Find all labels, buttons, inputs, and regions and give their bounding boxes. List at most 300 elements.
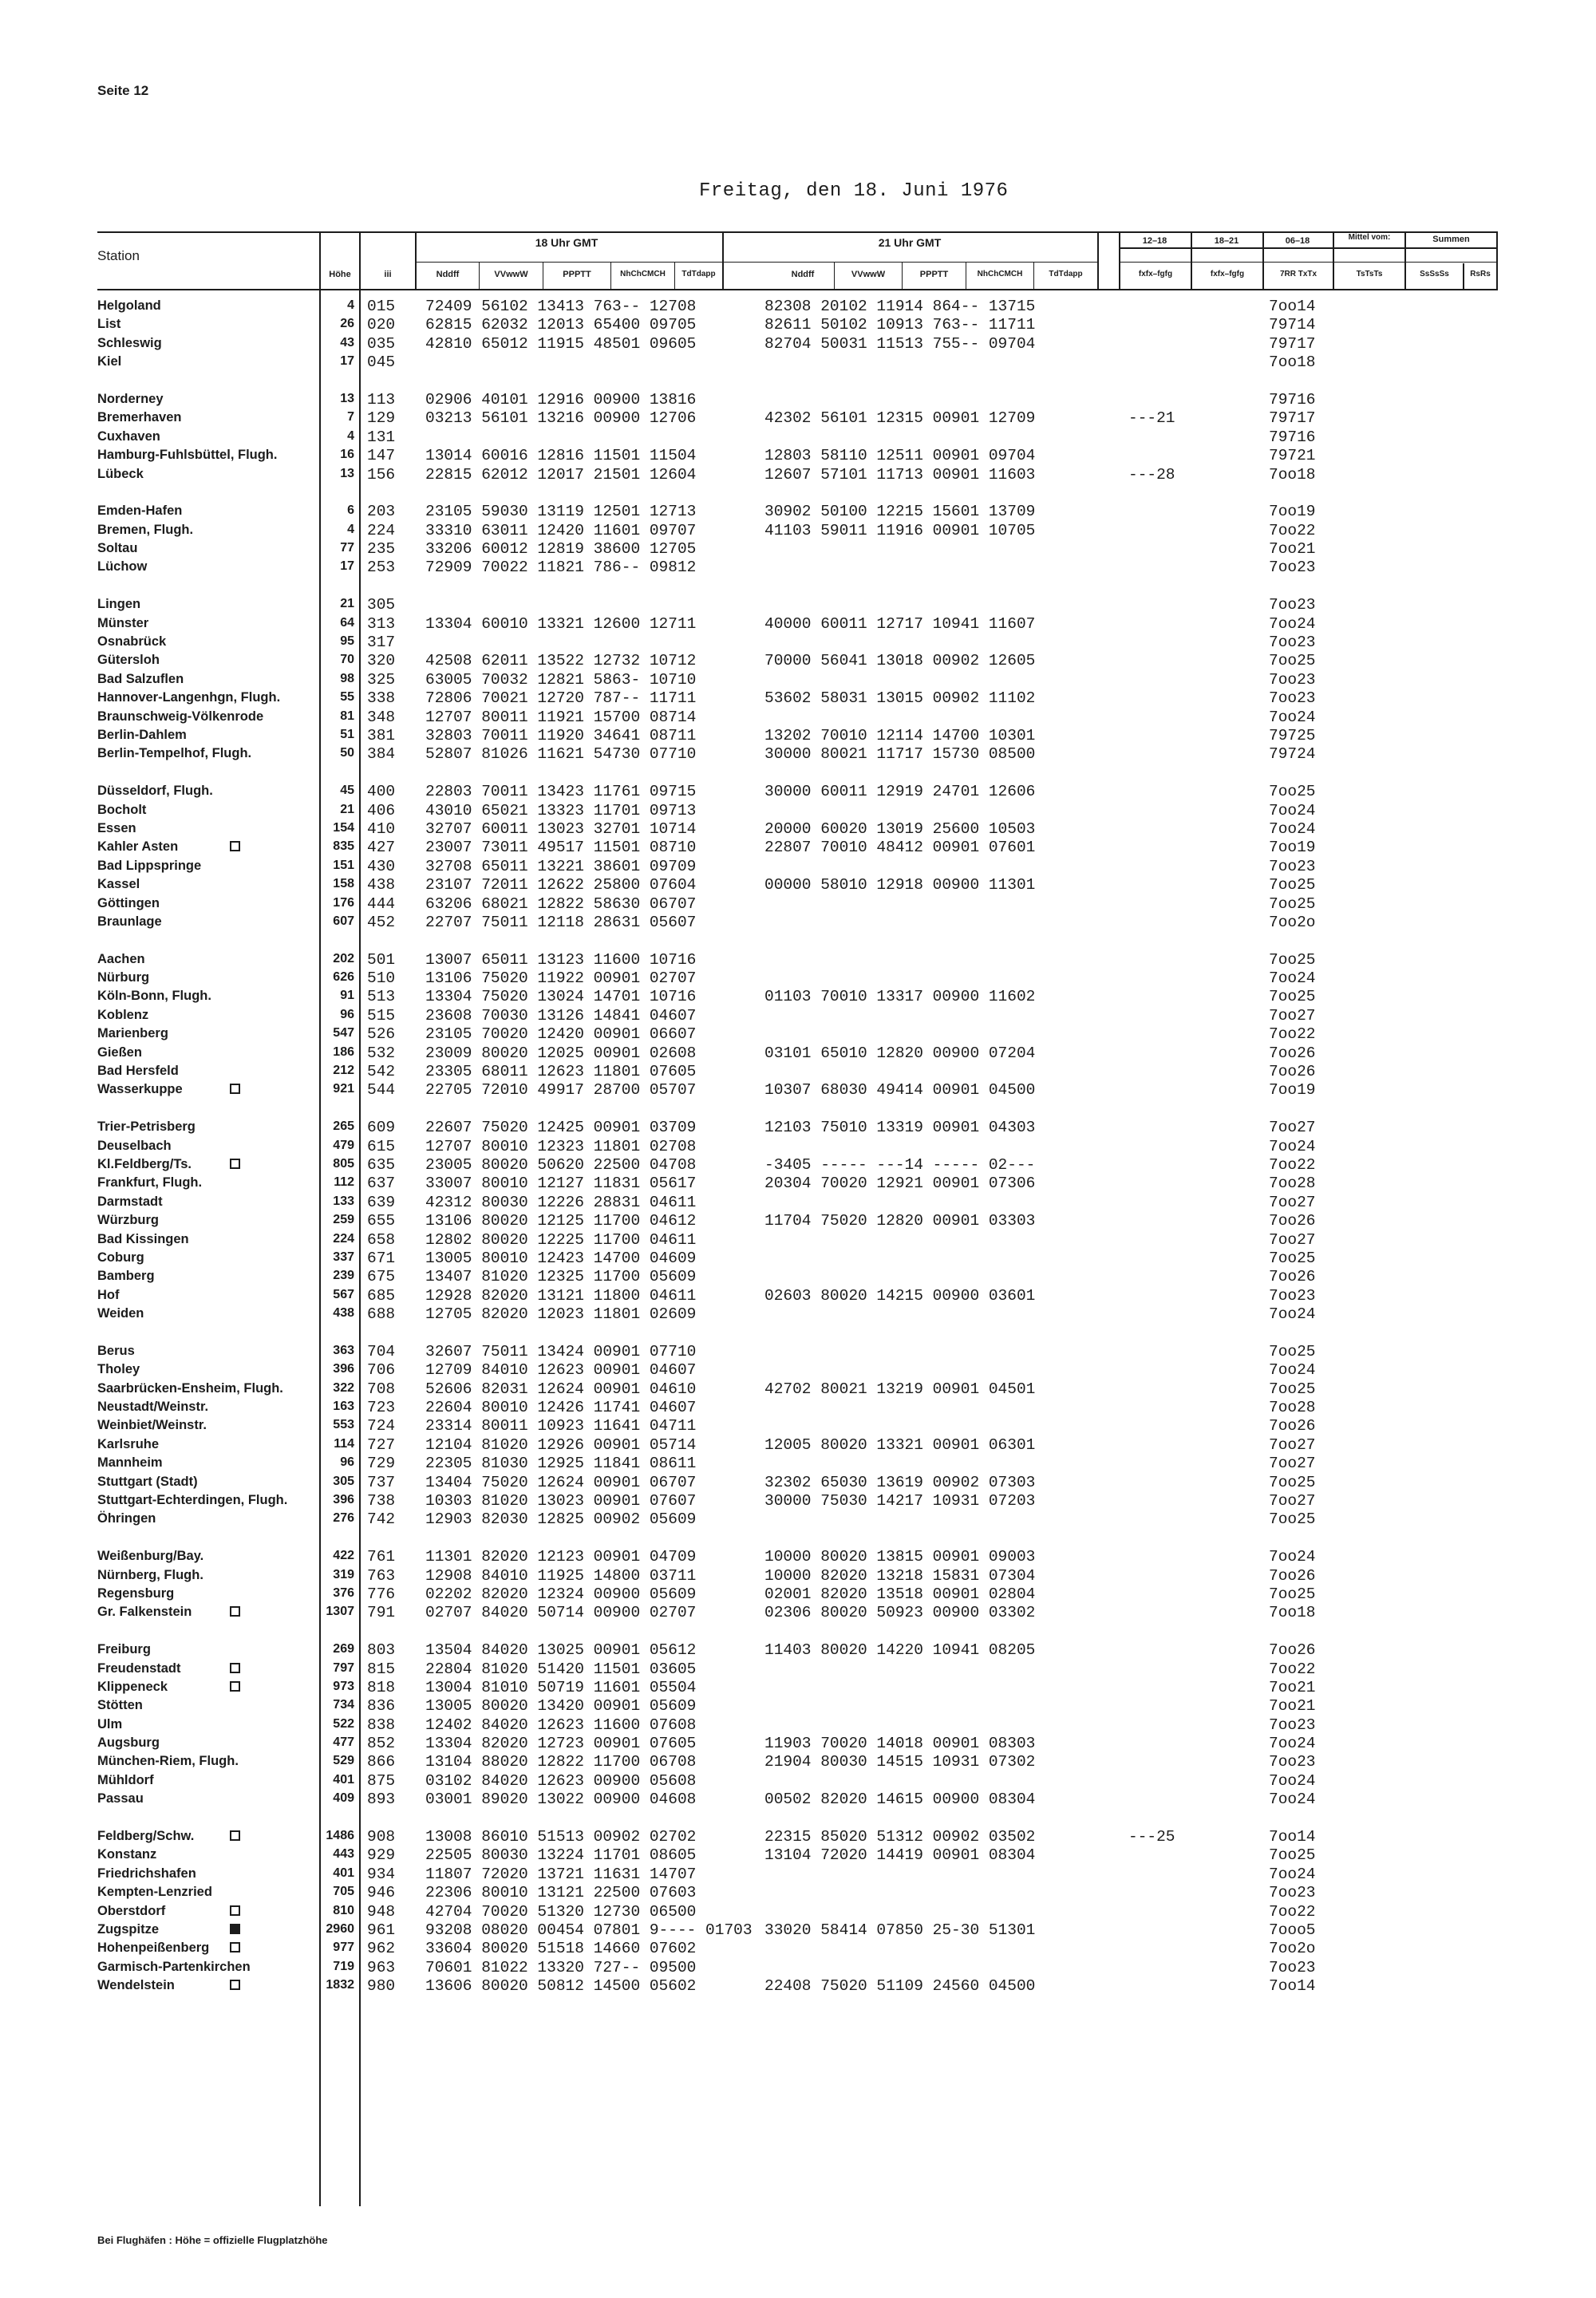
station-height: 202 xyxy=(333,951,354,965)
table-row xyxy=(0,1435,1596,1453)
station-number: 763 xyxy=(367,1566,396,1585)
obs-18-gmt: 43010 65021 13323 11701 09713 xyxy=(425,801,697,819)
obs-21-gmt: 20304 70020 12921 00901 07306 xyxy=(764,1175,1036,1193)
extremes-06-18: 7oo18 xyxy=(1269,1604,1316,1622)
obs-18-gmt: 13106 75020 11922 00901 02707 xyxy=(425,969,697,988)
table-right-divider xyxy=(1496,231,1498,289)
table-row xyxy=(0,856,1596,875)
station-name: Düsseldorf, Flugh. xyxy=(97,784,213,799)
station-height: 567 xyxy=(333,1287,354,1301)
extremes-06-18: 7oo23 xyxy=(1269,634,1316,652)
station-number: 615 xyxy=(367,1137,396,1155)
col18-pppt: PPPTT xyxy=(563,270,591,279)
obs-21-gmt: 01103 70010 13317 00900 11602 xyxy=(764,988,1036,1006)
gust-12-18: ---21 xyxy=(1128,409,1175,428)
station-table-body xyxy=(0,296,1596,1995)
station-height: 1832 xyxy=(326,1978,354,1992)
station-number: 452 xyxy=(367,913,396,931)
table-row xyxy=(0,1826,1596,1845)
station-name: Berlin-Tempelhof, Flugh. xyxy=(97,746,252,761)
table-row xyxy=(0,1845,1596,1863)
obs-18-gmt: 72409 56102 13413 763-- 12708 xyxy=(425,298,697,315)
extremes-06-18: 7oo28 xyxy=(1269,1399,1316,1417)
extremes-06-18: 7oo26 xyxy=(1269,1212,1316,1230)
station-height: 547 xyxy=(333,1026,354,1040)
obs-18-gmt: 13008 86010 51513 00902 02702 xyxy=(425,1828,697,1846)
obs-21-gmt: 11903 70020 14018 00901 08303 xyxy=(764,1735,1036,1753)
obs-21-gmt: -3405 ----- ---14 ----- 02--- xyxy=(764,1155,1036,1174)
station-number: 852 xyxy=(367,1735,396,1753)
obs-21-gmt: 30000 60011 12919 24701 12606 xyxy=(764,783,1036,801)
station-number: 515 xyxy=(367,1006,396,1025)
station-height: 21 xyxy=(340,802,354,816)
station-number: 020 xyxy=(367,316,396,334)
open-square-icon xyxy=(230,1830,240,1841)
obs-21-gmt: 12005 80020 13321 00901 06301 xyxy=(764,1435,1036,1454)
table-row xyxy=(0,1771,1596,1789)
obs-18-gmt: 02202 82020 12324 00900 05609 xyxy=(425,1585,697,1603)
station-name: Wendelstein xyxy=(97,1978,175,1993)
station-name: Göttingen xyxy=(97,895,160,910)
extremes-06-18: 7oo24 xyxy=(1269,614,1316,633)
station-height: 705 xyxy=(333,1885,354,1899)
table-row xyxy=(0,614,1596,632)
extremes-06-18: 7oo24 xyxy=(1269,1305,1316,1324)
extremes-06-18: 7oo18 xyxy=(1269,353,1316,372)
col18-nddff: Nddff xyxy=(436,270,460,279)
sub-12-18: fxfx–fgfg xyxy=(1138,270,1173,278)
station-name: List xyxy=(97,317,121,332)
table-row xyxy=(0,1173,1596,1191)
station-number: 348 xyxy=(367,708,396,726)
table-row xyxy=(0,427,1596,445)
extremes-06-18: 7oo21 xyxy=(1269,540,1316,559)
extremes-06-18: 79721 xyxy=(1269,447,1316,465)
station-name: Ulm xyxy=(97,1716,123,1731)
group-spacer xyxy=(0,1621,1596,1640)
open-square-icon xyxy=(230,1663,240,1673)
station-height: 154 xyxy=(333,820,354,835)
station-number: 635 xyxy=(367,1155,396,1174)
extremes-06-18: 7oo21 xyxy=(1269,1678,1316,1696)
station-height: 810 xyxy=(333,1903,354,1917)
station-number: 235 xyxy=(367,540,396,559)
obs-21-gmt: 22315 85020 51312 00902 03502 xyxy=(764,1828,1036,1846)
station-height: 4 xyxy=(347,298,354,312)
obs-18-gmt: 23005 80020 50620 22500 04708 xyxy=(425,1155,697,1174)
col18-vvwww: VVwwW xyxy=(494,270,528,279)
extremes-06-18: 7oo25 xyxy=(1269,783,1316,801)
station-name: Freiburg xyxy=(97,1642,151,1657)
station-height: 151 xyxy=(333,858,354,872)
obs-21-gmt: 42702 80021 13219 00901 04501 xyxy=(764,1380,1036,1398)
extremes-06-18: 7oo23 xyxy=(1269,1884,1316,1902)
obs-18-gmt: 32803 70011 11920 34641 08711 xyxy=(425,726,697,744)
station-number: 513 xyxy=(367,988,396,1006)
extremes-06-18: 7oo14 xyxy=(1269,1828,1316,1846)
extremes-06-18: 7oo2o xyxy=(1269,913,1316,931)
station-height: 719 xyxy=(333,1959,354,1973)
group-spacer xyxy=(0,1808,1596,1826)
obs-18-gmt: 02707 84020 50714 00900 02707 xyxy=(425,1604,697,1622)
station-number: 671 xyxy=(367,1249,396,1267)
obs-18-gmt: 70601 81022 13320 727-- 09500 xyxy=(425,1958,697,1976)
extremes-06-18: 7oo25 xyxy=(1269,1510,1316,1529)
obs-18-gmt: 11301 82020 12123 00901 04709 xyxy=(425,1548,697,1566)
obs-18-gmt: 13606 80020 50812 14500 05602 xyxy=(425,1977,697,1996)
table-row xyxy=(0,1677,1596,1696)
extremes-06-18: 7oo23 xyxy=(1269,1753,1316,1771)
extremes-06-18: 7oo26 xyxy=(1269,1641,1316,1660)
obs-18-gmt: 12402 84020 12623 11600 07608 xyxy=(425,1716,697,1734)
extremes-06-18: 79717 xyxy=(1269,334,1316,353)
table-row xyxy=(0,1248,1596,1266)
station-number: 962 xyxy=(367,1940,396,1958)
obs-18-gmt: 42508 62011 13522 12732 10712 xyxy=(425,652,697,670)
extremes-06-18: 7oo23 xyxy=(1269,596,1316,614)
station-height: 13 xyxy=(340,466,354,480)
obs-18-gmt: 23305 68011 12623 11801 07605 xyxy=(425,1063,697,1081)
station-number: 836 xyxy=(367,1697,396,1716)
station-height: 239 xyxy=(333,1269,354,1283)
open-square-icon xyxy=(230,1980,240,1990)
footnote: Bei Flughäfen : Höhe = offizielle Flugplatzhöhe xyxy=(97,2234,328,2246)
table-row xyxy=(0,1341,1596,1360)
table-row xyxy=(0,1453,1596,1471)
hoehe-header: Höhe xyxy=(329,270,351,279)
station-number: 410 xyxy=(367,819,396,838)
extremes-06-18: 7oo27 xyxy=(1269,1193,1316,1211)
station-number: 875 xyxy=(367,1771,396,1790)
table-row xyxy=(0,296,1596,314)
station-height: 158 xyxy=(333,877,354,891)
obs-18-gmt: 13005 80010 12423 14700 04609 xyxy=(425,1249,697,1267)
station-name: Bad Lippspringe xyxy=(97,858,202,873)
station-number: 113 xyxy=(367,390,396,409)
station-name: Osnabrück xyxy=(97,634,167,650)
station-height: 51 xyxy=(340,727,354,741)
group-spacer xyxy=(0,930,1596,949)
extremes-06-18: 7oo27 xyxy=(1269,1006,1316,1025)
station-number: 325 xyxy=(367,670,396,689)
station-height: 70 xyxy=(340,653,354,667)
obs-18-gmt: 12709 84010 12623 00901 04607 xyxy=(425,1361,697,1380)
station-number: 147 xyxy=(367,447,396,465)
station-height: 401 xyxy=(333,1772,354,1787)
station-name: Stuttgart (Stadt) xyxy=(97,1474,198,1489)
obs-21-gmt: 12607 57101 11713 00901 11603 xyxy=(764,465,1036,484)
obs-18-gmt: 13007 65011 13123 11600 10716 xyxy=(425,950,697,969)
station-number: 384 xyxy=(367,745,396,764)
obs-21-gmt: 13104 72020 14419 00901 08304 xyxy=(764,1846,1036,1865)
col21-dewpoint: TdTdapp xyxy=(1049,270,1083,278)
station-number: 427 xyxy=(367,839,396,857)
obs-21-gmt: 82308 20102 11914 864-- 13715 xyxy=(764,298,1036,315)
col21-pppt: PPPTT xyxy=(919,270,949,279)
obs-21-gmt: 22408 75020 51109 24560 04500 xyxy=(764,1977,1036,1996)
table-row xyxy=(0,389,1596,408)
station-name: Nürnberg, Flugh. xyxy=(97,1567,203,1582)
station-number: 639 xyxy=(367,1193,396,1211)
extremes-06-18: 7oo23 xyxy=(1269,670,1316,689)
page-number: Seite 12 xyxy=(97,83,149,98)
table-row xyxy=(0,1416,1596,1434)
sub-06-18: 7RR TxTx xyxy=(1279,270,1317,278)
station-height: 55 xyxy=(340,690,354,705)
obs-18-gmt: 13404 75020 12624 00901 06707 xyxy=(425,1473,697,1491)
obs-18-gmt: 13407 81020 12325 11700 05609 xyxy=(425,1268,697,1286)
col18-dewpoint: TdTdapp xyxy=(681,270,716,278)
station-name: Hof xyxy=(97,1287,120,1302)
obs-18-gmt: 03102 84020 12623 00900 05608 xyxy=(425,1771,697,1790)
station-height: 45 xyxy=(340,784,354,798)
table-row xyxy=(0,1789,1596,1807)
extremes-06-18: 79714 xyxy=(1269,316,1316,334)
open-square-icon xyxy=(230,1905,240,1916)
extremes-06-18: 7oo24 xyxy=(1269,1361,1316,1380)
col21-nddff: Nddff xyxy=(791,270,815,279)
table-row xyxy=(0,632,1596,650)
obs-21-gmt: 70000 56041 13018 00902 12605 xyxy=(764,652,1036,670)
obs-18-gmt: 12802 80020 12225 11700 04611 xyxy=(425,1230,697,1249)
table-row xyxy=(0,1117,1596,1135)
table-row xyxy=(0,314,1596,333)
station-name: Gütersloh xyxy=(97,653,160,668)
obs-21-gmt: 42302 56101 12315 00901 12709 xyxy=(764,409,1036,428)
extremes-06-18: 7oo24 xyxy=(1269,969,1316,988)
station-name: Passau xyxy=(97,1791,144,1806)
station-number: 815 xyxy=(367,1660,396,1678)
table-row xyxy=(0,707,1596,725)
station-number: 224 xyxy=(367,521,396,539)
obs-18-gmt: 22306 80010 13121 22500 07603 xyxy=(425,1884,697,1902)
station-number: 708 xyxy=(367,1380,396,1398)
table-row xyxy=(0,1864,1596,1882)
station-name: Koblenz xyxy=(97,1007,149,1022)
mittel-header: Mittel vom: xyxy=(1348,233,1391,242)
obs-21-gmt: 02603 80020 14215 00900 03601 xyxy=(764,1286,1036,1305)
extremes-06-18: 7oo23 xyxy=(1269,559,1316,577)
station-name: Braunschweig-Völkenrode xyxy=(97,709,264,724)
obs-18-gmt: 32707 60011 13023 32701 10714 xyxy=(425,819,697,838)
obs-18-gmt: 23105 70020 12420 00901 06607 xyxy=(425,1025,697,1044)
station-height: 224 xyxy=(333,1231,354,1246)
station-name: Klippeneck xyxy=(97,1679,168,1694)
obs-21-gmt: 11704 75020 12820 00901 03303 xyxy=(764,1212,1036,1230)
obs-18-gmt: 93208 08020 00454 07801 9---- 01703 xyxy=(425,1921,753,1939)
table-row xyxy=(0,539,1596,557)
station-number: 532 xyxy=(367,1044,396,1062)
station-name: Emden-Hafen xyxy=(97,503,183,519)
table-row xyxy=(0,1472,1596,1491)
table-row xyxy=(0,1210,1596,1229)
table-row xyxy=(0,1061,1596,1080)
obs-18-gmt: 13304 60010 13321 12600 12711 xyxy=(425,614,697,633)
extremes-06-18: 7oo22 xyxy=(1269,1155,1316,1174)
obs-18-gmt: 13014 60016 12816 11501 11504 xyxy=(425,447,697,465)
station-name: Darmstadt xyxy=(97,1194,163,1209)
obs-18-gmt: 22604 80010 12426 11741 04607 xyxy=(425,1399,697,1417)
station-name: Bad Kissingen xyxy=(97,1231,189,1246)
obs-18-gmt: 22804 81020 51420 11501 03605 xyxy=(425,1660,697,1678)
station-height: 4 xyxy=(347,522,354,536)
gmt18-end-divider xyxy=(722,231,724,289)
extremes-06-18: 7oo2o xyxy=(1269,1940,1316,1958)
station-height: 363 xyxy=(333,1343,354,1357)
extremes-06-18: 7oo22 xyxy=(1269,521,1316,539)
obs-21-gmt: 30902 50100 12215 15601 13709 xyxy=(764,503,1036,521)
station-name: Karlsruhe xyxy=(97,1436,160,1451)
table-row xyxy=(0,1938,1596,1956)
extremes-06-18: 7oo27 xyxy=(1269,1119,1316,1137)
station-number: 305 xyxy=(367,596,396,614)
table-row xyxy=(0,1584,1596,1602)
table-row xyxy=(0,464,1596,483)
station-height: 438 xyxy=(333,1306,354,1321)
station-height: 443 xyxy=(333,1847,354,1862)
station-number: 946 xyxy=(367,1884,396,1902)
station-height: 396 xyxy=(333,1493,354,1506)
period-06-18-header: 06–18 xyxy=(1285,236,1310,246)
sub-18-21: fxfx–fgfg xyxy=(1210,270,1245,278)
extremes-06-18: 7oo24 xyxy=(1269,1548,1316,1566)
obs-18-gmt: 32708 65011 13221 38601 09709 xyxy=(425,857,697,875)
obs-21-gmt: 40000 60011 12717 10941 11607 xyxy=(764,614,1036,633)
report-date: Freitag, den 18. Juni 1976 xyxy=(699,180,1009,202)
extremes-06-18: 7oo25 xyxy=(1269,894,1316,913)
period-12-18-header: 12–18 xyxy=(1142,236,1167,246)
station-height: 479 xyxy=(333,1138,354,1152)
station-number: 320 xyxy=(367,652,396,670)
obs-18-gmt: 33007 80010 12127 11831 05617 xyxy=(425,1175,697,1193)
obs-18-gmt: 13005 80020 13420 00901 05609 xyxy=(425,1697,697,1716)
table-row xyxy=(0,744,1596,762)
table-row xyxy=(0,1546,1596,1565)
station-name: Feldberg/Schw. xyxy=(97,1829,195,1844)
station-name: Weißenburg/Bay. xyxy=(97,1549,204,1564)
obs-18-gmt: 22707 75011 12118 28631 05607 xyxy=(425,913,697,931)
obs-21-gmt: 02001 82020 13518 00901 02804 xyxy=(764,1585,1036,1603)
period-18-21-header: 18–21 xyxy=(1214,236,1239,246)
extremes-06-18: 7oo23 xyxy=(1269,1286,1316,1305)
station-number: 838 xyxy=(367,1716,396,1734)
table-row xyxy=(0,837,1596,855)
station-number: 685 xyxy=(367,1286,396,1305)
obs-18-gmt: 22505 80030 13224 11701 08605 xyxy=(425,1846,697,1865)
station-height: 626 xyxy=(333,970,354,985)
obs-18-gmt: 13106 80020 12125 11700 04612 xyxy=(425,1212,697,1230)
station-number: 526 xyxy=(367,1025,396,1044)
station-number: 688 xyxy=(367,1305,396,1324)
station-number: 908 xyxy=(367,1828,396,1846)
extremes-06-18: 7oo25 xyxy=(1269,988,1316,1006)
station-name: Köln-Bonn, Flugh. xyxy=(97,989,211,1004)
obs-18-gmt: 23007 73011 49517 11501 08710 xyxy=(425,839,697,857)
station-number: 980 xyxy=(367,1977,396,1996)
open-square-icon xyxy=(230,1084,240,1094)
station-number: 253 xyxy=(367,559,396,577)
station-height: 259 xyxy=(333,1213,354,1227)
table-row xyxy=(0,800,1596,819)
extremes-06-18: 7ooo5 xyxy=(1269,1921,1316,1939)
obs-18-gmt: 12903 82030 12825 00902 05609 xyxy=(425,1510,697,1529)
iii-col-divider xyxy=(415,231,417,289)
station-height: 133 xyxy=(333,1194,354,1208)
table-row xyxy=(0,334,1596,352)
extremes-06-18: 7oo14 xyxy=(1269,298,1316,315)
station-height: 16 xyxy=(340,448,354,462)
station-number: 727 xyxy=(367,1435,396,1454)
station-name: Oberstdorf xyxy=(97,1903,166,1918)
obs-21-gmt: 12103 75010 13319 00901 04303 xyxy=(764,1119,1036,1137)
obs-21-gmt: 33020 58414 07850 25-30 51301 xyxy=(764,1921,1036,1939)
table-row xyxy=(0,1136,1596,1155)
obs-18-gmt: 22705 72010 49917 28700 05707 xyxy=(425,1081,697,1100)
obs-21-gmt: 53602 58031 13015 00902 11102 xyxy=(764,689,1036,708)
station-height: 21 xyxy=(340,597,354,611)
station-name: Bocholt xyxy=(97,802,147,817)
extremes-06-18: 7oo25 xyxy=(1269,950,1316,969)
obs-21-gmt: 12803 58110 12511 00901 09704 xyxy=(764,447,1036,465)
table-row xyxy=(0,520,1596,539)
obs-21-gmt: 22807 70010 48412 00901 07601 xyxy=(764,839,1036,857)
obs-18-gmt: 33310 63011 12420 11601 09707 xyxy=(425,521,697,539)
table-row xyxy=(0,1920,1596,1938)
station-height: 805 xyxy=(333,1156,354,1171)
station-height: 477 xyxy=(333,1735,354,1750)
extremes-06-18: 79724 xyxy=(1269,745,1316,764)
station-height: 17 xyxy=(340,559,354,574)
table-row xyxy=(0,557,1596,575)
obs-21-gmt: 13202 70010 12114 14700 10301 xyxy=(764,726,1036,744)
table-row xyxy=(0,1491,1596,1509)
station-height: 401 xyxy=(333,1866,354,1880)
obs-21-gmt: 30000 80021 11717 15730 08500 xyxy=(764,745,1036,764)
station-number: 438 xyxy=(367,876,396,894)
station-name: Kassel xyxy=(97,877,140,892)
station-height: 17 xyxy=(340,354,354,369)
station-number: 818 xyxy=(367,1678,396,1696)
table-row xyxy=(0,1976,1596,1994)
table-row xyxy=(0,1733,1596,1751)
station-name: Gießen xyxy=(97,1044,142,1060)
station-number: 866 xyxy=(367,1753,396,1771)
station-number: 963 xyxy=(367,1958,396,1976)
obs-18-gmt: 52606 82031 12624 00901 04610 xyxy=(425,1380,697,1398)
station-number: 929 xyxy=(367,1846,396,1865)
station-height: 319 xyxy=(333,1567,354,1581)
station-number: 544 xyxy=(367,1081,396,1100)
station-number: 961 xyxy=(367,1921,396,1939)
table-row xyxy=(0,1230,1596,1248)
station-number: 317 xyxy=(367,634,396,652)
station-name: Cuxhaven xyxy=(97,428,160,444)
obs-18-gmt: 11807 72020 13721 11631 14707 xyxy=(425,1865,697,1883)
extremes-06-18: 7oo25 xyxy=(1269,1342,1316,1360)
station-number: 704 xyxy=(367,1342,396,1360)
station-name: Nürburg xyxy=(97,970,150,985)
station-height: 522 xyxy=(333,1716,354,1731)
extremes-06-18: 7oo24 xyxy=(1269,1137,1316,1155)
station-name: Soltau xyxy=(97,541,138,556)
extremes-06-18: 7oo18 xyxy=(1269,465,1316,484)
station-number: 724 xyxy=(367,1417,396,1435)
extremes-06-18: 7oo23 xyxy=(1269,1958,1316,1976)
obs-18-gmt: 23009 80020 12025 00901 02608 xyxy=(425,1044,697,1062)
extremes-06-18: 79725 xyxy=(1269,726,1316,744)
table-row xyxy=(0,352,1596,370)
station-name: Regensburg xyxy=(97,1585,175,1601)
